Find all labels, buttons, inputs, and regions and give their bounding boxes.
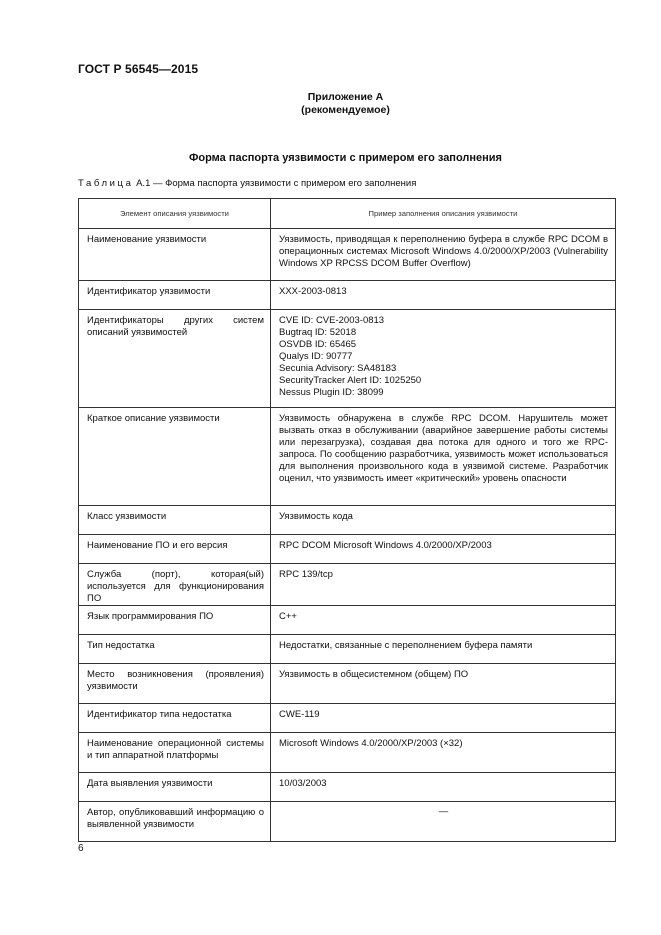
row-example-text: Microsoft Windows 4.0/2000/XP/2003 (×32) (279, 738, 463, 749)
standard-code: ГОСТ Р 56545—2015 (78, 62, 199, 76)
table-header-row (79, 199, 616, 229)
row-element-cell (79, 229, 271, 281)
table-row (79, 408, 616, 506)
row-example-line: Qualys ID: 90777 (279, 351, 353, 362)
row-element-text: Автор, опубликовавший информацию о выявленной уязвимости (87, 807, 264, 830)
row-example-line: Bugtraq ID: 52018 (279, 327, 357, 338)
row-element-text: Тип недостатка (87, 640, 155, 651)
column-header-example: Пример заполнения описания уязвимости (271, 199, 616, 229)
row-example-cell (271, 506, 616, 535)
row-element-text: Идентификаторы других систем описаний уязвимостей (87, 315, 264, 338)
table-row (79, 606, 616, 635)
row-example-cell (271, 408, 616, 506)
row-element-cell (79, 606, 271, 635)
table-row (79, 773, 616, 802)
row-element-text: Наименование ПО и его версия (87, 540, 228, 551)
column-header-element: Элемент описания уязвимости (79, 199, 271, 229)
form-title: Форма паспорта уязвимости с примером его заполнения (189, 152, 502, 164)
row-element-text: Краткое описание уязвимости (87, 413, 220, 424)
table-row (79, 229, 616, 281)
row-element-cell (79, 773, 271, 802)
row-element-text: Служба (порт), которая(ый) используется для функционирования ПО (87, 569, 264, 604)
row-example-cell (271, 773, 616, 802)
row-example-text: Уязвимость в общесистемном (общем) ПО (279, 669, 469, 680)
table-row (79, 535, 616, 564)
row-element-cell (79, 664, 271, 704)
row-element-text: Идентификатор типа недостатка (87, 709, 232, 720)
table-row (79, 733, 616, 773)
row-example-cell (271, 733, 616, 773)
row-example-text: RPC 139/tcp (279, 569, 333, 580)
row-element-text: Язык программирования ПО (87, 611, 214, 622)
table-row (79, 635, 616, 664)
row-example-text: CWE-119 (279, 709, 320, 720)
row-example-text: 10/03/2003 (279, 778, 327, 789)
row-example-cell (271, 802, 616, 842)
page-number: 6 (78, 843, 84, 854)
row-example-cell (271, 664, 616, 704)
table-row (79, 664, 616, 704)
row-example-line: SecurityTracker Alert ID: 1025250 (279, 375, 422, 386)
row-example-cell (271, 564, 616, 606)
row-element-cell (79, 704, 271, 733)
row-example-list (271, 310, 615, 399)
row-element-text: Место возникновения (проявления) уязвимости (87, 669, 264, 692)
row-element-cell (79, 535, 271, 564)
table-caption-label: Таблица (78, 178, 134, 189)
row-element-cell (79, 635, 271, 664)
table-row (79, 310, 616, 408)
row-example-line: Nessus Plugin ID: 38099 (279, 387, 384, 398)
vulnerability-passport-table (78, 198, 616, 842)
row-example-text: Уязвимость обнаружена в службе RPC DCOM. Нарушитель может вызвать отказ в обслуживании (аварийное завершение работы системы или перезагрузка), создавая два потока для одного и того же RPC-запроса. По сообщению разработчика, уязвимость может использоваться для выполнения произвольного кода в уязвимой системе. Разработчик оценил, что уязвимость имеет «критический» уровень опасности (279, 413, 608, 484)
row-example-cell (271, 310, 616, 408)
table-caption (78, 178, 416, 189)
row-example-line: Secunia Advisory: SA48183 (279, 363, 397, 374)
table-row (79, 506, 616, 535)
row-example-cell (271, 606, 616, 635)
row-example-cell (271, 229, 616, 281)
row-element-cell (79, 506, 271, 535)
row-example-line: CVE ID: CVE-2003-0813 (279, 315, 385, 326)
row-example-line: OSVDB ID: 65465 (279, 339, 357, 350)
row-example-cell (271, 535, 616, 564)
row-example-cell (271, 635, 616, 664)
row-element-text: Класс уязвимости (87, 511, 167, 522)
row-example-text: Уязвимость, приводящая к переполнению буфера в службе RPC DCOM в операционных системах Microsoft Windows 4.0/2000/XP/2003 (Vulnerability Windows XP RPCSS DCOM Buffer Overflow) (279, 234, 608, 269)
table-row (79, 281, 616, 310)
row-element-cell (79, 408, 271, 506)
row-example-text: Уязвимость кода (279, 511, 353, 522)
row-example-cell (271, 281, 616, 310)
row-element-cell (79, 802, 271, 842)
appendix-heading (0, 91, 661, 117)
table-row (79, 704, 616, 733)
row-element-text: Наименование уязвимости (87, 234, 207, 245)
table-row (79, 564, 616, 606)
row-element-cell (79, 733, 271, 773)
row-example-text: RPC DCOM Microsoft Windows 4.0/2000/XP/2003 (279, 540, 492, 551)
row-element-cell (79, 281, 271, 310)
appendix-subtitle: (рекомендуемое) (301, 104, 390, 116)
row-element-cell (79, 564, 271, 606)
row-example-text: XXX-2003-0813 (279, 286, 347, 297)
row-element-text: Дата выявления уязвимости (87, 778, 213, 789)
row-example-text: C++ (279, 611, 297, 622)
appendix-title: Приложение А (307, 91, 384, 103)
row-example-text: — (438, 806, 449, 817)
row-element-cell (79, 310, 271, 408)
row-element-text: Идентификатор уязвимости (87, 286, 211, 297)
row-example-text: Недостатки, связанные с переполнением буфера памяти (279, 640, 533, 651)
table-caption-text: А.1 — Форма паспорта уязвимости с примером его заполнения (133, 178, 417, 189)
table-row (79, 802, 616, 842)
row-example-cell (271, 704, 616, 733)
row-element-text: Наименование операционной системы и тип аппаратной платформы (87, 738, 264, 761)
